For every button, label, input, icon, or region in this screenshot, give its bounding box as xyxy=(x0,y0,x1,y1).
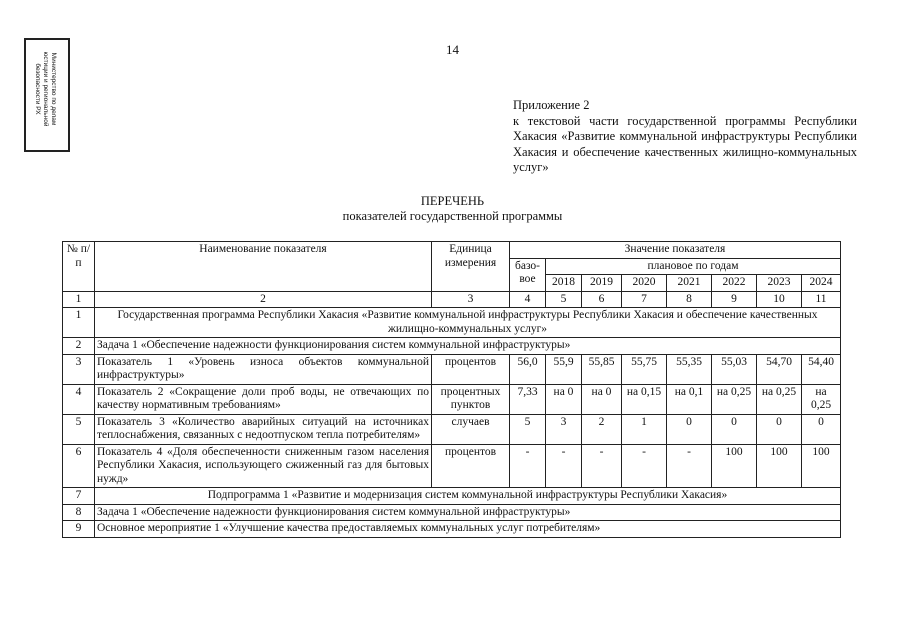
value-cell: 5 xyxy=(510,414,546,444)
header-year: 2022 xyxy=(712,275,757,292)
value-cell: на 0,25 xyxy=(712,384,757,414)
registration-stamp xyxy=(24,38,70,152)
value-cell: 0 xyxy=(667,414,712,444)
row-num: 3 xyxy=(63,354,95,384)
header-unit: Единица измерения xyxy=(432,242,510,292)
row-num: 7 xyxy=(63,488,95,505)
header-year: 2020 xyxy=(622,275,667,292)
value-cell: 54,70 xyxy=(757,354,802,384)
col-number: 1 xyxy=(63,291,95,308)
header-value: Значение показателя xyxy=(510,242,841,259)
indicator-unit: процентов xyxy=(432,354,510,384)
value-cell: 100 xyxy=(802,444,841,488)
indicator-row xyxy=(63,384,841,414)
row-num: 9 xyxy=(63,521,95,538)
column-number-row xyxy=(63,291,841,308)
value-cell: 55,75 xyxy=(622,354,667,384)
section-title: Государственная программа Республики Хакасия «Развитие коммунальной инфраструктуры Республики Хакасия и обеспечение качественных жилищно-коммунальных услуг» xyxy=(95,308,841,338)
header-year: 2019 xyxy=(582,275,622,292)
value-cell: 0 xyxy=(757,414,802,444)
col-number: 3 xyxy=(432,291,510,308)
section-row xyxy=(63,521,841,538)
col-number: 2 xyxy=(95,291,432,308)
value-cell: на 0 xyxy=(582,384,622,414)
section-row xyxy=(63,338,841,355)
value-cell: 55,35 xyxy=(667,354,712,384)
document-title: ПЕРЕЧЕНЬ xyxy=(420,194,485,208)
value-cell: на 0,25 xyxy=(757,384,802,414)
indicator-row xyxy=(63,354,841,384)
col-number: 11 xyxy=(802,291,841,308)
col-number: 7 xyxy=(622,291,667,308)
indicator-row xyxy=(63,444,841,488)
col-number: 6 xyxy=(582,291,622,308)
indicator-unit: случаев xyxy=(432,414,510,444)
section-title: Задача 1 «Обеспечение надежности функционирования систем коммунальной инфраструктуры» xyxy=(95,504,841,521)
value-cell: на 0,15 xyxy=(622,384,667,414)
value-cell: 0 xyxy=(712,414,757,444)
page-number: 14 xyxy=(446,42,459,57)
value-cell: 3 xyxy=(546,414,582,444)
row-num: 2 xyxy=(63,338,95,355)
col-number: 10 xyxy=(757,291,802,308)
value-cell: на 0 xyxy=(546,384,582,414)
annex-body: к текстовой части государственной программы Республики Хакасия «Развитие коммунальной инфраструктуры Республики Хакасия и обеспечение качественных жилищно-коммунальных услуг» xyxy=(513,113,857,174)
value-cell: 0 xyxy=(802,414,841,444)
value-cell: - xyxy=(546,444,582,488)
header-name: Наименование показателя xyxy=(95,242,432,292)
indicator-row xyxy=(63,414,841,444)
section-row xyxy=(63,488,841,505)
value-cell: - xyxy=(510,444,546,488)
value-cell: 7,33 xyxy=(510,384,546,414)
value-cell: - xyxy=(667,444,712,488)
value-cell: на 0,1 xyxy=(667,384,712,414)
section-row xyxy=(63,504,841,521)
indicator-unit: процентов xyxy=(432,444,510,488)
annex-title: Приложение 2 xyxy=(513,98,590,112)
col-number: 5 xyxy=(546,291,582,308)
section-title: Подпрограмма 1 «Развитие и модернизация систем коммунальной инфраструктуры Республики Хакасия» xyxy=(95,488,841,505)
value-cell: 2 xyxy=(582,414,622,444)
value-cell: на 0,25 xyxy=(802,384,841,414)
value-cell: 55,03 xyxy=(712,354,757,384)
section-row xyxy=(63,308,841,338)
value-cell: - xyxy=(622,444,667,488)
section-title: Задача 1 «Обеспечение надежности функционирования систем коммунальной инфраструктуры» xyxy=(95,338,841,355)
col-number: 9 xyxy=(712,291,757,308)
annex-block xyxy=(513,98,857,176)
header-base: базо-вое xyxy=(510,258,546,291)
header-year: 2018 xyxy=(546,275,582,292)
row-num: 5 xyxy=(63,414,95,444)
row-num: 6 xyxy=(63,444,95,488)
value-cell: 55,9 xyxy=(546,354,582,384)
header-planned: плановое по годам xyxy=(546,258,841,275)
value-cell: 54,40 xyxy=(802,354,841,384)
document-subtitle: показателей государственной программы xyxy=(342,209,563,223)
value-cell: 55,85 xyxy=(582,354,622,384)
row-num: 8 xyxy=(63,504,95,521)
indicator-name: Показатель 1 «Уровень износа объектов коммунальной инфраструктуры» xyxy=(95,354,432,384)
row-num: 1 xyxy=(63,308,95,338)
value-cell: 1 xyxy=(622,414,667,444)
value-cell: 100 xyxy=(712,444,757,488)
value-cell: 100 xyxy=(757,444,802,488)
stamp-text: Министерство по делам юстиции и региональной безопасности РХ xyxy=(34,51,57,127)
value-cell: 56,0 xyxy=(510,354,546,384)
header-year: 2023 xyxy=(757,275,802,292)
indicator-name: Показатель 3 «Количество аварийных ситуаций на источниках теплоснабжения, связанных с недоотпуском тепла потребителям» xyxy=(95,414,432,444)
header-year: 2021 xyxy=(667,275,712,292)
header-year: 2024 xyxy=(802,275,841,292)
value-cell: - xyxy=(582,444,622,488)
header-num: № п/п xyxy=(63,242,95,292)
section-title: Основное мероприятие 1 «Улучшение качества предоставляемых коммунальных услуг потребителям» xyxy=(95,521,841,538)
indicators-table xyxy=(62,241,841,538)
row-num: 4 xyxy=(63,384,95,414)
indicator-unit: процентных пунктов xyxy=(432,384,510,414)
col-number: 4 xyxy=(510,291,546,308)
indicator-name: Показатель 2 «Сокращение доли проб воды, не отвечающих по качеству нормативным требованиям» xyxy=(95,384,432,414)
col-number: 8 xyxy=(667,291,712,308)
indicator-name: Показатель 4 «Доля обеспеченности сниженным газом населения Республики Хакасия, использующего сжиженный газ для бытовых нужд» xyxy=(95,444,432,488)
